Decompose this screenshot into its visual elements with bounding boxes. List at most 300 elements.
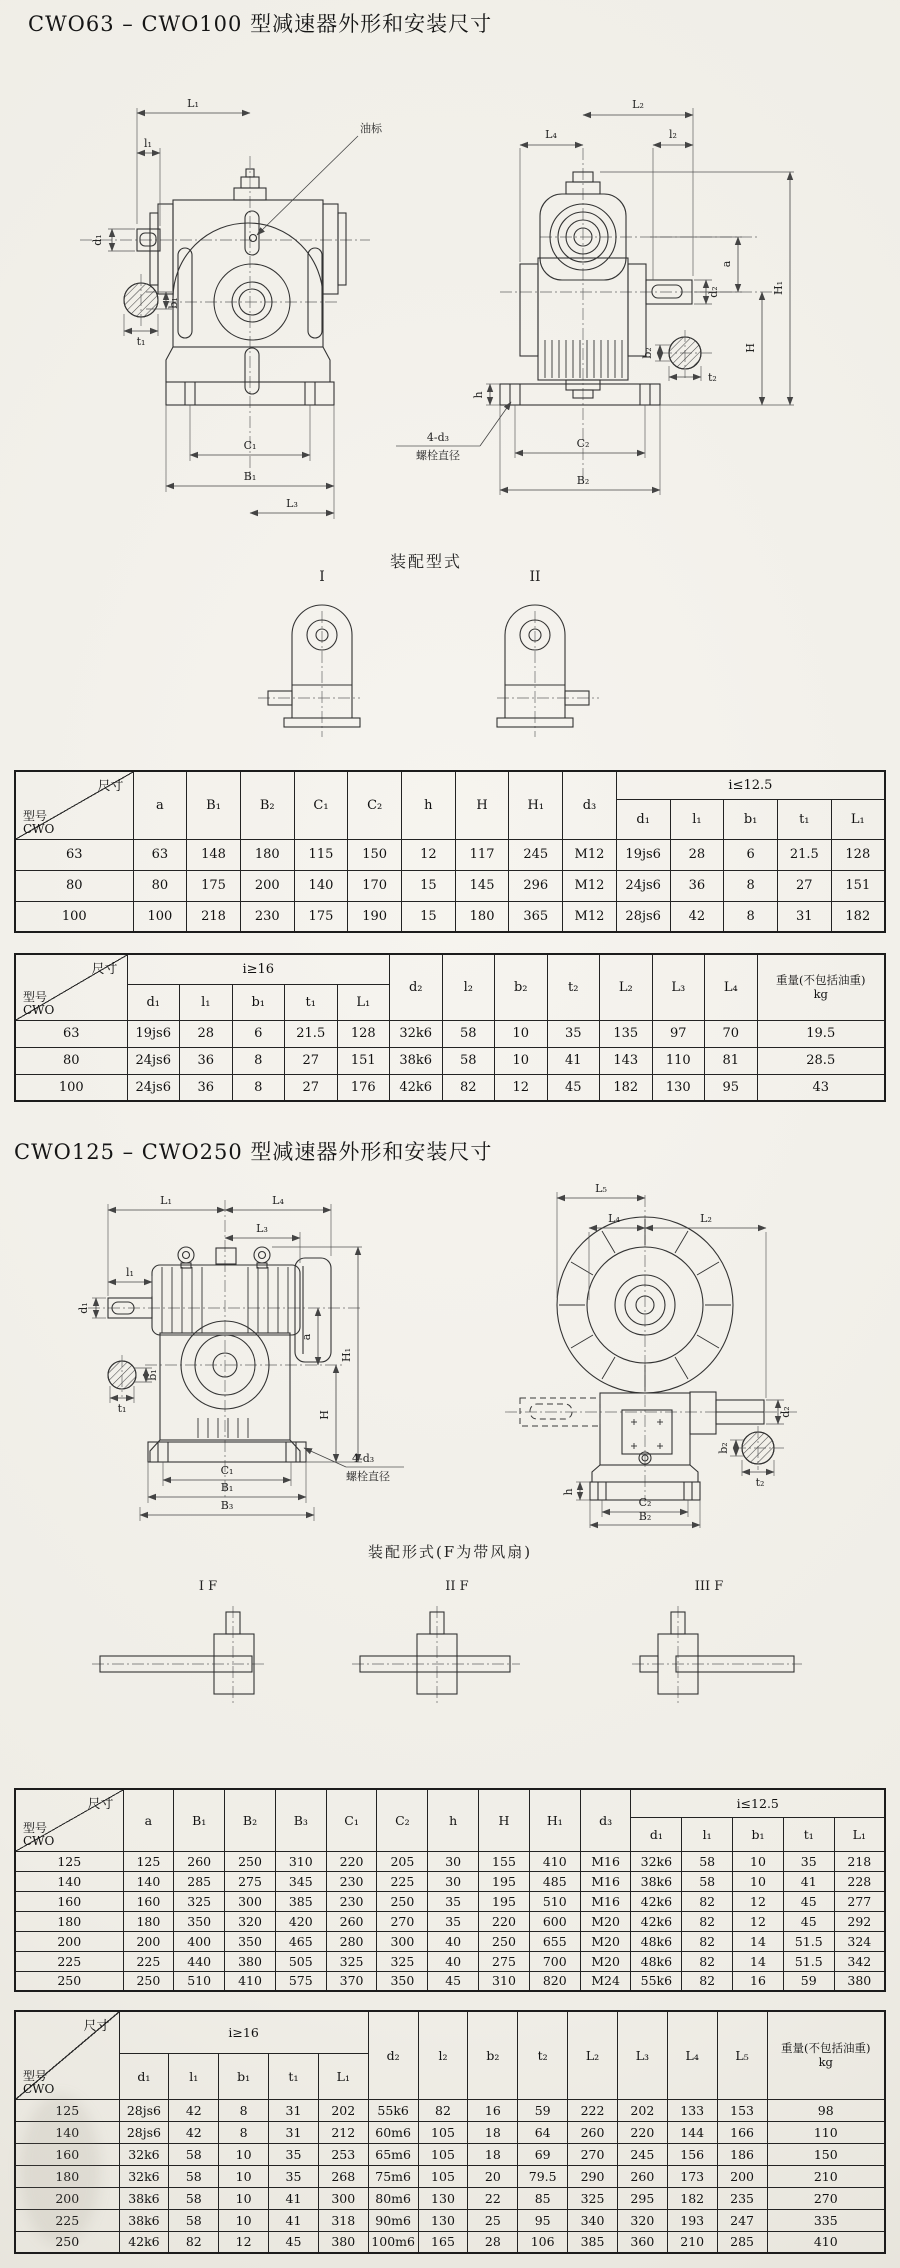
weight-unit: kg [818,2055,833,2070]
column-header: C₁ [326,1789,377,1851]
table-cell: 82 [682,1951,733,1971]
column-header: l₁ [682,1817,733,1851]
table-cell: 18 [468,2121,518,2143]
table-cell: 82 [169,2231,219,2253]
table-cell: 350 [225,1931,276,1951]
table-cell: 385 [275,1891,326,1911]
table-cell: 32k6 [390,1020,443,1047]
table-row [15,2187,885,2209]
model-cell: 200 [15,1931,123,1951]
table-cell: 6 [232,1020,285,1047]
ratio-group-header: i≤12.5 [616,771,885,799]
table-cell: 110 [767,2121,885,2143]
column-header: B₁ [174,1789,225,1851]
table-cell: 300 [377,1931,428,1951]
corner-size-label: 尺寸 [87,1797,114,1812]
table-cell: 21.5 [285,1020,338,1047]
table-cell: 335 [767,2209,885,2231]
table-cell: 10 [495,1020,548,1047]
table-cell: 270 [377,1911,428,1931]
table-cell: 36 [670,870,724,901]
table-cell: 247 [717,2209,767,2231]
table-cell: 81 [705,1047,758,1074]
table-cell: 153 [717,2099,767,2121]
table-cell: 505 [275,1951,326,1971]
table-cell: 222 [568,2099,618,2121]
table-cell: 345 [275,1871,326,1891]
model-cell: 160 [15,1891,123,1911]
table-cell: 14 [733,1931,784,1951]
table-cell: 420 [275,1911,326,1931]
table-cell: 18 [468,2143,518,2165]
table-cell: 145 [455,870,509,901]
table-cell: 182 [831,901,885,932]
table-cell: 58 [682,1871,733,1891]
dim-t2: t₂ [708,371,717,384]
table-cell: 270 [767,2187,885,2209]
corner-size-label: 尺寸 [83,2019,110,2034]
dim-H-2: H [318,1410,331,1420]
table-row [15,1951,885,1971]
table-cell: 465 [275,1931,326,1951]
column-header: B₂ [240,771,294,839]
table-cell: 175 [294,901,348,932]
table-cell: 24js6 [127,1074,180,1101]
table-cell: 45 [783,1891,834,1911]
dimension-table-cwo63-100-part2 [14,953,886,1102]
reducer-side-view-2 [557,1217,774,1500]
table-cell: 148 [187,839,241,870]
table-cell: 15 [402,870,456,901]
column-header: C₂ [377,1789,428,1851]
corner-header [15,1789,123,1851]
table-cell: 30 [428,1851,479,1871]
table-cell: 320 [225,1911,276,1931]
column-header: d₂ [368,2011,418,2099]
corner-model-label [23,2070,54,2097]
table-cell: 51.5 [783,1931,834,1951]
table-cell: 260 [617,2165,667,2187]
column-header: b₂ [468,2011,518,2099]
dim-L2: L₂ [632,98,644,111]
table-cell: 210 [767,2165,885,2187]
table-cell: 186 [717,2143,767,2165]
table-row [15,2143,885,2165]
header-row [15,2011,885,2053]
table-cell: 40 [428,1951,479,1971]
corner-size-label: 尺寸 [97,779,124,794]
table-row [15,2121,885,2143]
table-cell: 310 [479,1971,530,1991]
table-cell: 8 [219,2099,269,2121]
dim-B3-2: B₃ [220,1499,234,1512]
table-cell: 410 [529,1851,580,1871]
model-cell: 140 [15,1871,123,1891]
table-cell: 275 [479,1951,530,1971]
bolt-qty-label-2: 4-d₃ [352,1452,375,1465]
table-row [15,1931,885,1951]
table-cell: 38k6 [390,1047,443,1074]
table-cell: 27 [777,870,831,901]
table-row [15,1971,885,1991]
table-cell: 117 [455,839,509,870]
table-cell: 24js6 [127,1047,180,1074]
dim-C2: C₂ [576,437,590,450]
table-row [15,2099,885,2121]
table-cell: 95 [518,2209,568,2231]
column-header: b₁ [733,1817,784,1851]
table-cell: 324 [834,1931,885,1951]
table-cell: 166 [717,2121,767,2143]
column-header: d₃ [580,1789,631,1851]
model-cell: 125 [15,2099,119,2121]
dim-B1: B₁ [243,470,257,483]
table-cell: M12 [563,839,617,870]
column-header: b₁ [232,984,285,1020]
table-cell: 48k6 [631,1931,682,1951]
table-row [15,2165,885,2187]
table-cell: 35 [269,2143,319,2165]
dim-a-2: a [300,1333,313,1341]
table-cell: 575 [275,1971,326,1991]
model-cell: 140 [15,2121,119,2143]
table-cell: 40 [428,1931,479,1951]
front-view-dimensions-2 [77,1194,404,1521]
column-header: H [455,771,509,839]
assembly-type-2-label: II [529,569,541,585]
table-cell: 12 [733,1911,784,1931]
column-header: L₄ [667,2011,717,2099]
column-header: t₂ [518,2011,568,2099]
model-cell: 80 [15,1047,127,1074]
table-cell: 300 [225,1891,276,1911]
model-cell: 63 [15,1020,127,1047]
table-cell: 51.5 [783,1951,834,1971]
table-cell: 28 [670,839,724,870]
oil-gauge-label: 油标 [360,122,382,135]
header-row [15,771,885,799]
model-cell: 225 [15,1951,123,1971]
table-cell: 41 [783,1871,834,1891]
table-cell: 410 [225,1971,276,1991]
table-cell: 35 [428,1891,479,1911]
table-cell: 100 [133,901,187,932]
table-cell: 195 [479,1891,530,1911]
column-header: L₁ [318,2053,368,2099]
dim-L3: L₃ [286,497,298,510]
table-cell: 340 [568,2209,618,2231]
table-cell: 69 [518,2143,568,2165]
weight-column-header [767,2011,885,2099]
column-header: d₂ [390,954,443,1020]
model-cell: 250 [15,2231,119,2253]
table-cell: 385 [568,2231,618,2253]
corner-series-text: CWO [23,1003,55,1018]
table-row [15,839,885,870]
table-cell: 32k6 [119,2165,169,2187]
table-cell: 43 [757,1074,885,1101]
table-cell: 285 [174,1871,225,1891]
model-cell: 200 [15,2187,119,2209]
column-header: d₁ [127,984,180,1020]
dim-L2-2: L₂ [700,1212,712,1225]
corner-header [15,2011,119,2099]
table-cell: 106 [518,2231,568,2253]
table-cell: 202 [617,2099,667,2121]
table-cell: 64 [518,2121,568,2143]
table-cell: 21.5 [777,839,831,870]
table-cell: 24js6 [616,870,670,901]
model-cell: 250 [15,1971,123,1991]
table-cell: 510 [174,1971,225,1991]
table-cell: 295 [617,2187,667,2209]
table-cell: 48k6 [631,1951,682,1971]
corner-model-label [23,1822,54,1849]
table-cell: 105 [418,2143,468,2165]
table-cell: 8 [724,870,778,901]
dim-t2-2: t₂ [755,1476,765,1489]
table-cell: 342 [834,1951,885,1971]
table-cell: 225 [123,1951,174,1971]
dim-d1: d₁ [91,234,104,246]
table-cell: 70 [705,1020,758,1047]
table-cell: 10 [219,2187,269,2209]
dim-L4-2: L₄ [272,1194,284,1207]
column-header: L₃ [617,2011,667,2099]
table-cell: 165 [418,2231,468,2253]
table-cell: 380 [834,1971,885,1991]
table-cell: 268 [318,2165,368,2187]
table-cell: 10 [219,2209,269,2231]
table-cell: 182 [667,2187,717,2209]
table-cell: 350 [377,1971,428,1991]
column-header: L₁ [337,984,390,1020]
table-row [15,1871,885,1891]
assembly-figure-IIF [352,1606,520,1704]
dim-B2: B₂ [576,474,590,487]
table-cell: 180 [455,901,509,932]
table-cell: 42k6 [119,2231,169,2253]
table-cell: 12 [402,839,456,870]
table-cell: 380 [225,1951,276,1971]
dim-b1: b₁ [167,297,180,309]
table-cell: 75m6 [368,2165,418,2187]
column-header: B₁ [187,771,241,839]
table-cell: 510 [529,1891,580,1911]
dim-B2-2: B₂ [638,1510,652,1523]
table-cell: 41 [269,2209,319,2231]
table-row [15,870,885,901]
table-cell: 176 [337,1074,390,1101]
ratio-group-header: i≥16 [127,954,390,984]
table-cell: 380 [318,2231,368,2253]
weight-label: 重量(不包括油重) [781,2040,871,2055]
table-cell: 35 [783,1851,834,1871]
model-cell: 100 [15,1074,127,1101]
table-cell: 58 [169,2187,219,2209]
table-cell: 250 [377,1891,428,1911]
column-header: l₁ [169,2053,219,2099]
table-cell: 28 [468,2231,518,2253]
dimension-table-cwo125-250-part2 [14,2010,886,2254]
table-cell: 175 [187,870,241,901]
table-cell: 19js6 [616,839,670,870]
table-cell: 277 [834,1891,885,1911]
table-cell: 151 [831,870,885,901]
table-cell: 15 [402,901,456,932]
column-header: a [123,1789,174,1851]
table-cell: 90m6 [368,2209,418,2231]
bolt-note-label-2: 螺栓直径 [346,1470,390,1483]
table-cell: 245 [509,839,563,870]
column-header: L₅ [717,2011,767,2099]
table-cell: 31 [269,2099,319,2121]
table-cell: 82 [682,1931,733,1951]
corner-size-label: 尺寸 [91,962,118,977]
table-cell: 10 [495,1047,548,1074]
column-header: a [133,771,187,839]
table-cell: 253 [318,2143,368,2165]
table-cell: 16 [468,2099,518,2121]
dim-t1: t₁ [136,335,146,348]
table-cell: 193 [667,2209,717,2231]
table-cell: M12 [563,901,617,932]
dim-d1-2: d₁ [77,1302,90,1314]
column-header: t₁ [777,799,831,839]
column-header: l₂ [442,954,495,1020]
table-cell: 30 [428,1871,479,1891]
table-cell: 173 [667,2165,717,2187]
corner-model-label [23,810,54,837]
table-cell: 63 [133,839,187,870]
table-cell: 16 [733,1971,784,1991]
table-cell: 200 [717,2165,767,2187]
corner-header [15,771,133,839]
table-cell: 59 [783,1971,834,1991]
dim-L4-3: L₄ [608,1212,620,1225]
table-cell: 125 [123,1851,174,1871]
table-cell: 82 [418,2099,468,2121]
table-cell: 230 [326,1871,377,1891]
table-cell: 42k6 [390,1074,443,1101]
table-cell: 250 [123,1971,174,1991]
table-cell: 19js6 [127,1020,180,1047]
table-cell: 230 [326,1891,377,1911]
table-cell: M12 [563,870,617,901]
table-cell: 325 [568,2187,618,2209]
table-cell: 38k6 [119,2209,169,2231]
table-cell: M24 [580,1971,631,1991]
column-header: t₂ [547,954,600,1020]
table-row [15,901,885,932]
table-cell: 292 [834,1911,885,1931]
assembly-figure-I [258,605,360,737]
dim-L5-2: L₅ [595,1182,607,1195]
table-cell: 285 [717,2231,767,2253]
table-cell: M16 [580,1851,631,1871]
dim-L1-2: L₁ [160,1194,172,1207]
assembly-types-drawing-2 [0,1570,900,1748]
table-cell: 200 [123,1931,174,1951]
table-cell: 59 [518,2099,568,2121]
table-cell: 27 [285,1047,338,1074]
table-cell: 190 [348,901,402,932]
side-view-centerlines [500,148,780,480]
table-cell: 82 [442,1074,495,1101]
table-cell: 82 [682,1971,733,1991]
table-cell: 485 [529,1871,580,1891]
column-header: h [402,771,456,839]
table-row [15,2231,885,2253]
table-row [15,2209,885,2231]
page-title-2: CWO125 – CWO250 型减速器外形和安装尺寸 [14,1140,493,1164]
table-cell: 42k6 [631,1911,682,1931]
dim-B1-2: B₁ [220,1481,234,1494]
table-cell: 220 [617,2121,667,2143]
model-cell: 125 [15,1851,123,1871]
table-cell: 42 [670,901,724,932]
dim-C2-2: C₂ [638,1496,652,1509]
column-header: b₂ [495,954,548,1020]
table-cell: 28js6 [119,2099,169,2121]
column-header: b₁ [724,799,778,839]
side-view-dimensions [396,98,794,495]
table-cell: 35 [547,1020,600,1047]
table-cell: 655 [529,1931,580,1951]
column-header: L₁ [831,799,885,839]
table-cell: 155 [479,1851,530,1871]
table-row [15,1047,885,1074]
table-cell: 133 [667,2099,717,2121]
column-header: d₃ [563,771,617,839]
table-cell: 45 [547,1074,600,1101]
table-cell: 10 [733,1851,784,1871]
dim-h: h [472,391,485,399]
column-header: d₁ [119,2053,169,2099]
table-cell: 8 [219,2121,269,2143]
dim-H: H [744,343,757,353]
model-cell: 180 [15,2165,119,2187]
front-view-centerlines [80,156,370,480]
model-cell: 100 [15,901,133,932]
table-cell: 8 [724,901,778,932]
column-header: d₁ [631,1817,682,1851]
column-header: L₂ [600,954,653,1020]
dim-H1: H₁ [772,280,785,296]
table-cell: 12 [219,2231,269,2253]
table-cell: 370 [326,1971,377,1991]
model-cell: 63 [15,839,133,870]
weight-label: 重量(不包括油重) [776,972,866,987]
table-cell: 128 [831,839,885,870]
column-header: H₁ [529,1789,580,1851]
table-cell: 130 [418,2209,468,2231]
table-cell: 310 [275,1851,326,1871]
table-cell: 220 [326,1851,377,1871]
table-cell: 58 [169,2143,219,2165]
ratio-group-header: i≥16 [119,2011,368,2053]
corner-model-text: 型号 [23,2068,48,2083]
column-header: h [428,1789,479,1851]
table-cell: 28js6 [616,901,670,932]
table-cell: 58 [682,1851,733,1871]
table-cell: 200 [240,870,294,901]
table-cell: 410 [767,2231,885,2253]
table-cell: 318 [318,2209,368,2231]
table-cell: 10 [219,2165,269,2187]
corner-model-text: 型号 [23,989,48,1004]
table-cell: 260 [568,2121,618,2143]
